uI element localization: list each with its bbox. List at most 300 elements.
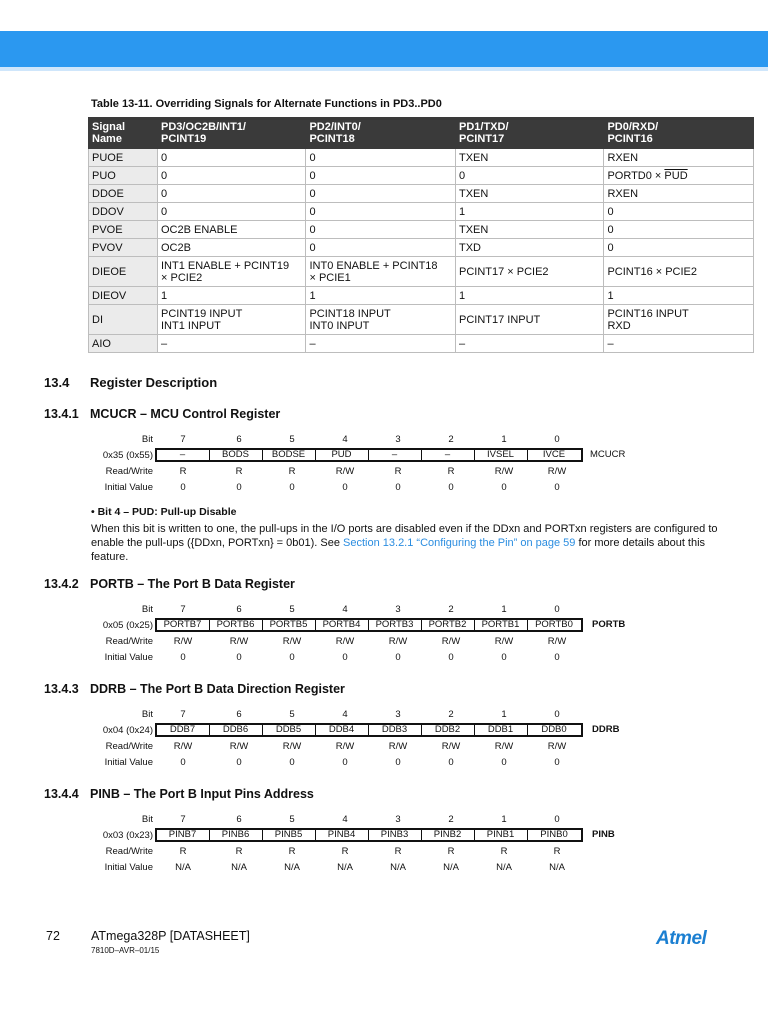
table-cell: [604, 185, 754, 203]
register-bit-box: [155, 618, 583, 632]
register-bit-cell: PORTB6: [210, 620, 263, 630]
register-address: 0x05 (0x25): [102, 620, 153, 631]
register-bit-cell: PINB3: [369, 830, 422, 840]
cell-line: PD0/RXD/: [607, 121, 659, 133]
cell-line: PVOV: [92, 241, 123, 254]
read-write-value: R/W: [441, 636, 461, 647]
table-cell: [455, 257, 603, 287]
register-bit-cell: –: [369, 450, 422, 460]
table-row: [89, 149, 754, 167]
table-cell: [455, 167, 603, 185]
table-cell: [604, 221, 754, 239]
bit-number: 6: [236, 604, 242, 615]
bit-number: 3: [395, 814, 401, 825]
cell-line: DDOE: [92, 187, 124, 200]
document-number: 7810D–AVR–01/15: [91, 946, 160, 955]
cell-line: 0: [309, 223, 316, 236]
read-write-value: R/W: [335, 466, 355, 477]
register-title: MCUCR – MCU Control Register: [90, 407, 281, 421]
table-caption: Table 13-11. Overriding Signals for Alternate Functions in PD3..PD0: [91, 98, 442, 110]
register-bit-cell: DDB6: [210, 725, 263, 735]
register-bit-cell: PORTB3: [369, 620, 422, 630]
table-cell: [455, 287, 603, 305]
initial-value: N/A: [231, 862, 247, 873]
cell-line: 0: [309, 187, 316, 200]
column-header: [604, 118, 754, 149]
read-write-value: R/W: [494, 741, 514, 752]
bit-number: 5: [289, 814, 295, 825]
bit-number: 7: [180, 604, 186, 615]
register-title: PINB – The Port B Input Pins Address: [90, 787, 314, 801]
register-bit-cell: PINB1: [475, 830, 528, 840]
register-bit-cell: DDB2: [422, 725, 475, 735]
table-cell: [455, 335, 603, 353]
bit4-text-2: for more details about this feature.: [91, 537, 706, 563]
read-write-value: R: [341, 846, 349, 857]
signal-name-cell: [89, 185, 158, 203]
initial-value: N/A: [337, 862, 353, 873]
atmel-logo: Atmel: [656, 928, 707, 949]
initial-value-label: Initial Value: [104, 652, 153, 663]
cell-line: TXEN: [458, 223, 489, 236]
document-title: ATmega328P [DATASHEET]: [91, 929, 250, 943]
table-cell: [604, 167, 754, 185]
bit-number: 2: [448, 709, 454, 720]
bit-number: 3: [395, 434, 401, 445]
initial-value: 0: [554, 652, 560, 663]
section-heading: [44, 375, 217, 390]
initial-value-label: Initial Value: [104, 862, 153, 873]
register-bit-cell: PORTB7: [157, 620, 210, 630]
initial-value: 0: [448, 482, 454, 493]
table-cell: [306, 167, 456, 185]
cell-line: 1: [607, 289, 614, 302]
cell-line: PORTD0 × $\overline{PUD}$: [607, 169, 688, 182]
table-row: [89, 185, 754, 203]
register-bit-cell: –: [422, 450, 475, 460]
header-bar: [0, 31, 768, 67]
read-write-value: R/W: [388, 636, 408, 647]
signal-name-cell: [89, 257, 158, 287]
register-bit-cell: PINB2: [422, 830, 475, 840]
cell-line: PCINT17 × PCIE2: [458, 265, 549, 278]
cell-line: 1: [161, 289, 168, 302]
cell-line: × PCIE1: [309, 271, 351, 284]
bit-number: 5: [289, 434, 295, 445]
initial-value: N/A: [496, 862, 512, 873]
bit-number: 7: [180, 814, 186, 825]
register-bit-cell: PORTB2: [422, 620, 475, 630]
register-heading: [44, 682, 345, 696]
initial-value: N/A: [284, 862, 300, 873]
cell-line: –: [458, 337, 466, 350]
initial-value: 0: [342, 482, 348, 493]
register-diagram: [0, 814, 768, 874]
read-write-value: R: [288, 466, 296, 477]
initial-value: 0: [501, 652, 507, 663]
table-row: [89, 167, 754, 185]
register-heading: [44, 787, 314, 801]
cell-line: PCINT19: [161, 133, 207, 145]
table-header-row: [89, 118, 754, 149]
cell-line: PCINT16 × PCIE2: [607, 265, 698, 278]
signal-name-cell: [89, 167, 158, 185]
cell-line: Signal: [92, 121, 126, 133]
table-cell: [306, 287, 456, 305]
read-write-value: R/W: [229, 741, 249, 752]
column-header: [158, 118, 306, 149]
read-write-value: R: [447, 466, 455, 477]
initial-value: 0: [289, 482, 295, 493]
table-cell: [455, 185, 603, 203]
initial-value: N/A: [443, 862, 459, 873]
cell-line: Name: [92, 133, 122, 145]
cell-line: PD1/TXD/: [458, 121, 509, 133]
cell-line: 0: [161, 151, 168, 164]
table-row: [89, 257, 754, 287]
read-write-value: R: [500, 846, 508, 857]
initial-value: N/A: [549, 862, 565, 873]
cell-line: 1: [309, 289, 316, 302]
column-header: [306, 118, 456, 149]
register-bit-box: [155, 828, 583, 842]
register-name: DDRB: [592, 724, 620, 735]
initial-value: 0: [395, 652, 401, 663]
register-bit-cell: PINB6: [210, 830, 263, 840]
bit-number: 3: [395, 709, 401, 720]
cell-line: 0: [309, 205, 316, 218]
read-write-value: R/W: [547, 636, 567, 647]
table-cell: [306, 221, 456, 239]
register-number: 13.4.4: [44, 787, 79, 801]
initial-value: N/A: [175, 862, 191, 873]
read-write-value: R/W: [494, 466, 514, 477]
cell-line: –: [607, 337, 614, 350]
cell-line: RXEN: [607, 151, 639, 164]
register-bit-box: [155, 448, 583, 462]
register-bit-cell: PINB7: [157, 830, 210, 840]
cell-line: DDOV: [92, 205, 124, 218]
bit-number: 6: [236, 709, 242, 720]
bit-label: Bit: [141, 434, 153, 445]
read-write-value: R: [179, 846, 187, 857]
cell-line: DIEOV: [92, 289, 127, 302]
cell-line: 0: [458, 169, 466, 182]
register-bit-cell: PINB4: [316, 830, 369, 840]
cell-line: 0: [607, 223, 614, 236]
bit-number: 1: [501, 434, 507, 445]
table-cell: [604, 203, 754, 221]
register-number: 13.4.3: [44, 682, 79, 696]
signal-name-cell: [89, 305, 158, 335]
table-cell: [306, 305, 456, 335]
cell-line: DI: [92, 313, 103, 326]
cell-line: 0: [607, 205, 614, 218]
signal-name-cell: [89, 239, 158, 257]
register-address: 0x03 (0x23): [102, 830, 153, 841]
initial-value: N/A: [390, 862, 406, 873]
bit4-description: [91, 522, 731, 564]
register-name: PORTB: [592, 619, 626, 630]
register-bit-cell: IVCE: [542, 449, 566, 460]
read-write-value: R/W: [173, 636, 193, 647]
register-bit-cell: BODSE: [263, 450, 316, 460]
cell-line: TXEN: [458, 151, 489, 164]
initial-value: 0: [448, 757, 454, 768]
table-cell: [455, 149, 603, 167]
bit-number: 1: [501, 709, 507, 720]
bit-number: 7: [180, 709, 186, 720]
table-cell: [604, 287, 754, 305]
table-cell: [158, 149, 306, 167]
table-cell: [158, 167, 306, 185]
register-bit-cell: PORTB4: [316, 620, 369, 630]
cell-line: PCINT18: [309, 133, 355, 145]
table-cell: [604, 305, 754, 335]
register-bit-cell: DDB5: [263, 725, 316, 735]
cell-line: 0: [607, 241, 614, 254]
read-write-label: Read/Write: [105, 636, 153, 647]
initial-value: 0: [236, 652, 242, 663]
bit-number: 6: [236, 434, 242, 445]
section-link[interactable]: Section 13.2.1 “Configuring the Pin” on page 59: [343, 537, 576, 549]
table-cell: [306, 257, 456, 287]
register-bit-cell: DDB4: [316, 725, 369, 735]
register-bit-cell: PINB5: [263, 830, 316, 840]
table-cell: [306, 239, 456, 257]
cell-line: 0: [309, 151, 316, 164]
bit-number: 6: [236, 814, 242, 825]
initial-value: 0: [501, 757, 507, 768]
bit-number: 3: [395, 604, 401, 615]
table-cell: [604, 239, 754, 257]
register-bit-cell: PUD: [316, 450, 369, 460]
table-cell: [455, 203, 603, 221]
bit-number: 4: [342, 604, 348, 615]
initial-value: 0: [395, 482, 401, 493]
read-write-value: R: [394, 846, 402, 857]
table-cell: [455, 221, 603, 239]
bit-number: 4: [342, 814, 348, 825]
cell-line: PCINT17: [458, 133, 505, 145]
initial-value-label: Initial Value: [104, 757, 153, 768]
cell-line: × PCIE2: [161, 271, 203, 284]
table-cell: [158, 287, 306, 305]
register-bit-cell: PORTB0: [535, 619, 573, 630]
section-title: Register Description: [90, 375, 218, 390]
register-number: 13.4.2: [44, 577, 79, 591]
bit4-heading: • Bit 4 – PUD: Pull-up Disable: [91, 506, 237, 518]
cell-line: –: [161, 337, 168, 350]
column-header: [89, 118, 158, 149]
cell-line: PCINT18 INPUT: [309, 307, 391, 320]
read-write-label: Read/Write: [105, 741, 153, 752]
cell-line: PD2/INT0/: [309, 121, 361, 133]
table-cell: [604, 149, 754, 167]
cell-line: PCINT16 INPUT: [607, 307, 689, 320]
read-write-value: R/W: [229, 636, 249, 647]
cell-line: 1: [458, 205, 466, 218]
cell-line: 0: [309, 169, 316, 182]
register-diagram: [0, 434, 768, 494]
register-bit-box: [155, 723, 583, 737]
cell-line: INT0 ENABLE + PCINT18: [309, 259, 438, 272]
read-write-value: R/W: [494, 636, 514, 647]
table-cell: [158, 257, 306, 287]
register-title: PORTB – The Port B Data Register: [90, 577, 295, 591]
bit-number: 7: [180, 434, 186, 445]
table-cell: [158, 203, 306, 221]
initial-value: 0: [236, 757, 242, 768]
initial-value: 0: [289, 652, 295, 663]
bit-number: 5: [289, 709, 295, 720]
initial-value: 0: [395, 757, 401, 768]
initial-value: 0: [180, 757, 186, 768]
cell-line: 0: [161, 205, 168, 218]
table-cell: [604, 335, 754, 353]
overline-text: $\overline{PUD}$: [664, 169, 688, 182]
register-bit-cell: –: [157, 450, 210, 460]
bit-number: 0: [554, 604, 560, 615]
signal-name-cell: [89, 221, 158, 239]
initial-value: 0: [342, 652, 348, 663]
register-diagram: [0, 709, 768, 769]
cell-line: PD3/OC2B/INT1/: [161, 121, 246, 133]
register-bit-cell: BODS: [210, 450, 263, 460]
read-write-value: R: [394, 466, 402, 477]
table-cell: [158, 221, 306, 239]
page-number: 72: [46, 929, 60, 943]
initial-value: 0: [554, 482, 560, 493]
cell-line: PVOE: [92, 223, 123, 236]
read-write-label: Read/Write: [105, 846, 153, 857]
initial-value-label: Initial Value: [104, 482, 153, 493]
table-row: [89, 203, 754, 221]
read-write-value: R: [553, 846, 561, 857]
initial-value: 0: [180, 652, 186, 663]
register-name: PINB: [592, 829, 615, 840]
bit4-text-1: When this bit is written to one, the pull-ups in the I/O ports are disabled even if the DDxn and PORTxn registers are configured to enable the pull-ups ({DDxn, PORTxn} = 0b01). See: [91, 523, 718, 549]
bit-number: 0: [554, 814, 560, 825]
read-write-value: R/W: [388, 741, 408, 752]
read-write-value: R/W: [282, 741, 302, 752]
cell-line: OC2B ENABLE: [161, 223, 238, 236]
cell-line: INT1 INPUT: [161, 319, 221, 332]
cell-line: PUOE: [92, 151, 124, 164]
read-write-value: R: [179, 466, 187, 477]
read-write-value: R/W: [173, 741, 193, 752]
bit-number: 1: [501, 604, 507, 615]
cell-line: PCINT17 INPUT: [458, 313, 541, 326]
read-write-value: R: [235, 846, 243, 857]
bit-number: 5: [289, 604, 295, 615]
register-address: 0x04 (0x24): [102, 725, 153, 736]
cell-line: –: [309, 337, 316, 350]
initial-value: 0: [289, 757, 295, 768]
initial-value: 0: [342, 757, 348, 768]
table-cell: [158, 239, 306, 257]
initial-value: 0: [448, 652, 454, 663]
read-write-value: R: [288, 846, 296, 857]
signal-name-cell: [89, 149, 158, 167]
read-write-value: R/W: [335, 741, 355, 752]
table-row: [89, 221, 754, 239]
bit-label: Bit: [141, 604, 153, 615]
table-cell: [158, 305, 306, 335]
read-write-value: R/W: [441, 741, 461, 752]
read-write-value: R/W: [282, 636, 302, 647]
register-bit-cell: DDB0: [541, 724, 567, 735]
register-title: DDRB – The Port B Data Direction Register: [90, 682, 345, 696]
bit-number: 4: [342, 434, 348, 445]
cell-line: PCINT16: [607, 133, 653, 145]
read-write-value: R/W: [547, 466, 567, 477]
register-diagram: [0, 604, 768, 664]
initial-value: 0: [180, 482, 186, 493]
cell-line: INT1 ENABLE + PCINT19: [161, 259, 290, 272]
cell-line: TXEN: [458, 187, 489, 200]
cell-line: AIO: [92, 337, 111, 350]
register-bit-cell: DDB1: [475, 725, 528, 735]
table-row: [89, 305, 754, 335]
initial-value: 0: [236, 482, 242, 493]
register-bit-cell: PORTB5: [263, 620, 316, 630]
register-address: 0x35 (0x55): [102, 450, 153, 461]
read-write-value: R/W: [547, 741, 567, 752]
cell-line: 0: [309, 241, 316, 254]
table-cell: [455, 305, 603, 335]
table-cell: [306, 335, 456, 353]
read-write-value: R: [447, 846, 455, 857]
register-heading: [44, 407, 280, 421]
table-cell: [604, 257, 754, 287]
table-cell: [306, 185, 456, 203]
register-name: MCUCR: [590, 449, 626, 460]
bit-number: 0: [554, 709, 560, 720]
cell-line: PUO: [92, 169, 116, 182]
cell-line: 1: [458, 289, 466, 302]
signal-table: [88, 117, 754, 353]
signal-name-cell: [89, 287, 158, 305]
signal-name-cell: [89, 335, 158, 353]
table-row: [89, 287, 754, 305]
bit-number: 2: [448, 814, 454, 825]
cell-line: RXEN: [607, 187, 639, 200]
bit-label: Bit: [141, 814, 153, 825]
cell-line: RXD: [607, 319, 631, 332]
bit-number: 0: [554, 434, 560, 445]
cell-line: 0: [161, 169, 168, 182]
bit-number: 2: [448, 434, 454, 445]
cell-line: OC2B: [161, 241, 191, 254]
bit-number: 1: [501, 814, 507, 825]
table-cell: [306, 203, 456, 221]
read-write-value: R: [235, 466, 243, 477]
table-cell: [455, 239, 603, 257]
table-cell: [158, 335, 306, 353]
bit-number: 2: [448, 604, 454, 615]
register-bit-cell: DDB7: [157, 725, 210, 735]
signal-name-cell: [89, 203, 158, 221]
register-bit-cell: IVSEL: [475, 450, 528, 460]
initial-value: 0: [554, 757, 560, 768]
header-accent-line: [0, 67, 768, 71]
table-cell: [306, 149, 456, 167]
table-row: [89, 335, 754, 353]
cell-line: INT0 INPUT: [309, 319, 370, 332]
register-bit-cell: PINB0: [540, 829, 568, 840]
initial-value: 0: [501, 482, 507, 493]
